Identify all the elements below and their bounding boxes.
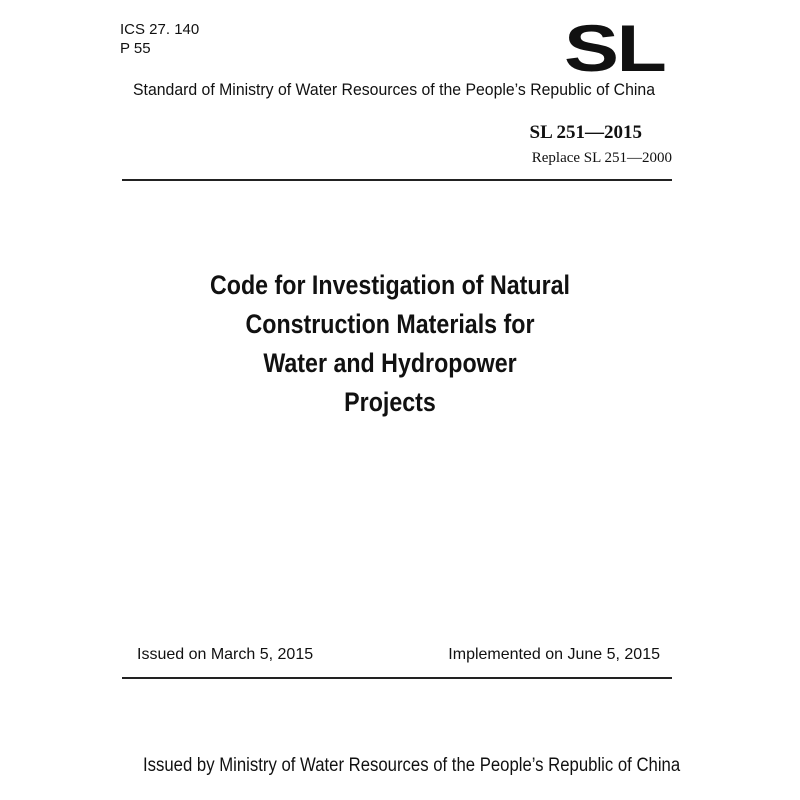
title-line: Code for Investigation of Natural — [210, 270, 570, 300]
standard-code: SL 251—2015 — [529, 122, 642, 143]
title-line: Water and Hydropower — [263, 348, 517, 378]
replaces-standard: Replace SL 251—2000 — [531, 150, 672, 166]
implemented-date: Implemented on June 5, 2015 — [448, 646, 660, 663]
title-line: Projects — [344, 387, 436, 417]
ics-number: ICS 27. 140 — [120, 21, 200, 38]
bottom-divider — [122, 677, 672, 679]
issued-date: Issued on March 5, 2015 — [137, 646, 314, 663]
title-line: Construction Materials for — [245, 309, 535, 339]
sl-logo: SL — [564, 11, 665, 85]
class-code: P 55 — [120, 40, 151, 57]
document-title — [160, 266, 620, 422]
top-divider — [122, 179, 672, 181]
issuing-authority: Issued by Ministry of Water Resources of the People’s Republic of China — [143, 755, 681, 776]
classification-block — [120, 20, 199, 58]
ministry-standard-line: Standard of Ministry of Water Resources of the People’s Republic of China — [133, 80, 656, 99]
